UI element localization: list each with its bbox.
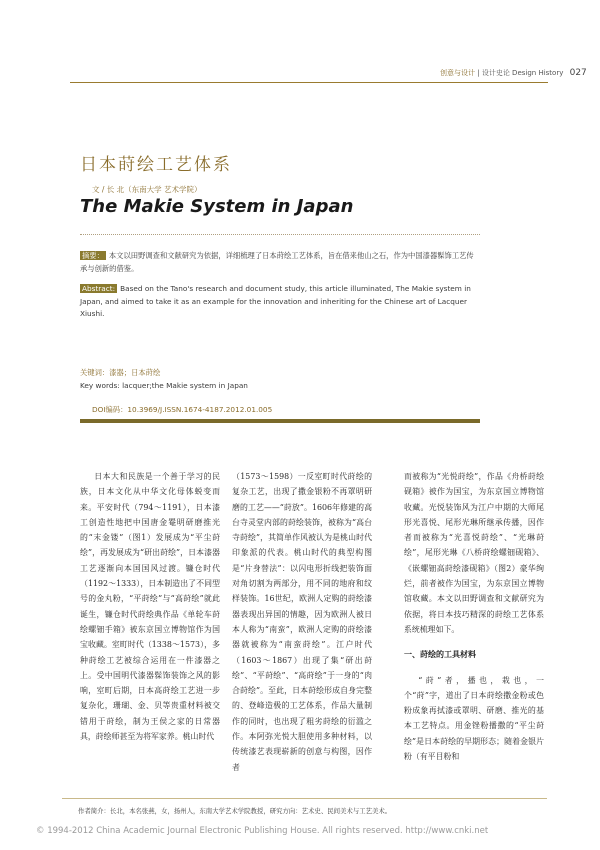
doi-code: DOI编码：10.3969/J.ISSN.1674-4187.2012.01.005	[92, 405, 273, 414]
abstract-en-text: Based on the Tano's research and document study, this article illuminated, The Makie system in Japan, and aimed to take it as an example for the innovation and inheriting for the Chinese art of Lacquer Xiushi.	[80, 284, 471, 318]
body-column-3	[404, 469, 544, 764]
abstract-zh-text: 本文以田野调查和文献研究为依据，详细梳理了日本莳绘工艺体系，旨在借来他山之石，作为中国漆器髹饰工艺传承与创新的借鉴。	[80, 251, 474, 273]
header-divider: |	[477, 69, 482, 77]
abstract-zh-label: 摘要：	[82, 251, 104, 260]
header-section: 创意与设计	[440, 69, 475, 77]
section-heading: 一、莳绘的工具材料	[404, 650, 476, 660]
keywords-chinese: 关键词：漆器；日本莳绘	[80, 368, 161, 377]
body-column-2: （1573～1598）一反室町时代莳绘的复杂工艺，出现了撒金银粉不再罩明研磨的工艺——“莳放”。1606年修建的高台寺灵堂内部的莳绘装饰，被称为“高台寺莳绘”，其简单作风被认为是桃山时代印象派的代表。桃山时代的典型构图是“片身替法”：以闪电形折线把装饰面对角切割为两部分，用不同的地府和纹样装饰。16世纪，欧洲人定购的莳绘漆器表现出异国的情趣，因为欧洲人被日本人称为“南蛮”，欧洲人定购的莳绘漆器就被称为“南蛮莳绘”。江户时代（1603～1867）出现了集“研出莳绘”、“平莳绘”、“高莳绘”于一身的“肉合莳绘”。至此，日本莳绘形成自身完整的、登峰造极的工艺体系，作品大量制作的同时，也出现了粗劣莳绘的衍滥之作。本阿弥光悦大胆使用多种材料，以传统漆艺表现崭新的创意与构图，因作者	[232, 472, 372, 772]
header-rule	[70, 82, 548, 83]
copyright-footer: © 1994-2012 China Academic Journal Electronic Publishing House. All rights reserved. http://www.cnki.net	[36, 826, 489, 836]
english-title: The Makie System in Japan	[80, 196, 354, 217]
keywords-english: Key words: lacquer;the Makie system in Japan	[80, 381, 248, 390]
article-title: 日本莳绘工艺体系	[80, 155, 232, 175]
column-3-paragraph-1: 而被称为“光悦莳绘”，作品《舟桥莳绘砚箱》被作为国宝，为东京国立博物馆收藏。光悦装饰风为江户中期的大师尾形光喜悦、尾形光琳所继承传播，因作者而被称为“光喜悦莳绘”、“光琳莳绘”，尾形光琳《八桥莳绘螺钿砚箱》、《嵌螺钿高莳绘漆砚箱》（图2）豪华绚烂，前者被作为国宝，为东京国立博物馆收藏。本文以田野调查和文献研究为依据，将日本技巧精深的莳绘工艺体系系统梳理如下。	[404, 472, 544, 634]
footnote-rule	[62, 798, 547, 799]
abstract-english	[80, 283, 475, 321]
abstract-chinese	[80, 249, 475, 275]
divider-bar	[80, 419, 480, 423]
author-footnote: 作者简介：长北，本名张燕，女，扬州人，东南大学艺术学院教授，研究方向：艺术史、民间美术与工艺美术。	[78, 807, 392, 815]
body-column-1: 日本大和民族是一个善于学习的民族，日本文化从中华文化母体蜕变而来。平安时代（794～1191），日本漆工创造性地把中国唐金罨明研磨推光的“末金镂”（图1）发展成为“平尘莳绘”，再发展成为“研出莳绘”，日本漆器工艺逐渐向本国国风过渡。镰仓时代（1192～1333），日本制造出了不同型号的金丸粉，“平莳绘”与“高莳绘”就此诞生，镰仓时代莳绘典作品《单轮车莳绘螺钿手箱》被东京国立博物馆作为国宝收藏。室町时代（1338～1573），多种莳绘工艺被综合运用在一件漆器之上。受中国明代漆器髹饰装饰之风的影响，室町后期，日本高莳绘工艺进一步复杂化，珊瑚、金、贝等贵重材料被交错用于莳绘，制为王侯之家的日常器具，莳绘师甚至为将军家养。桃山时代	[80, 472, 220, 742]
author-line: 文 / 长 北（东南大学 艺术学院）	[92, 185, 202, 194]
page-number: 027	[569, 68, 587, 78]
header-sub: 设计史论 Design History	[481, 69, 564, 77]
dotted-divider	[80, 234, 480, 235]
running-header	[440, 68, 587, 78]
abstract-en-label: Abstract:	[82, 284, 116, 293]
column-3-paragraph-2: “莳”者，播也，栽也，一个“莳”字，道出了日本莳绘撒金粉或色粉成象再拭漆或罩明、研磨、推光的基本工艺特点。用金锉粉播撒的“平尘莳绘”是日本莳绘的早期形态；随着金银片粉（有平目粉和	[404, 675, 544, 762]
